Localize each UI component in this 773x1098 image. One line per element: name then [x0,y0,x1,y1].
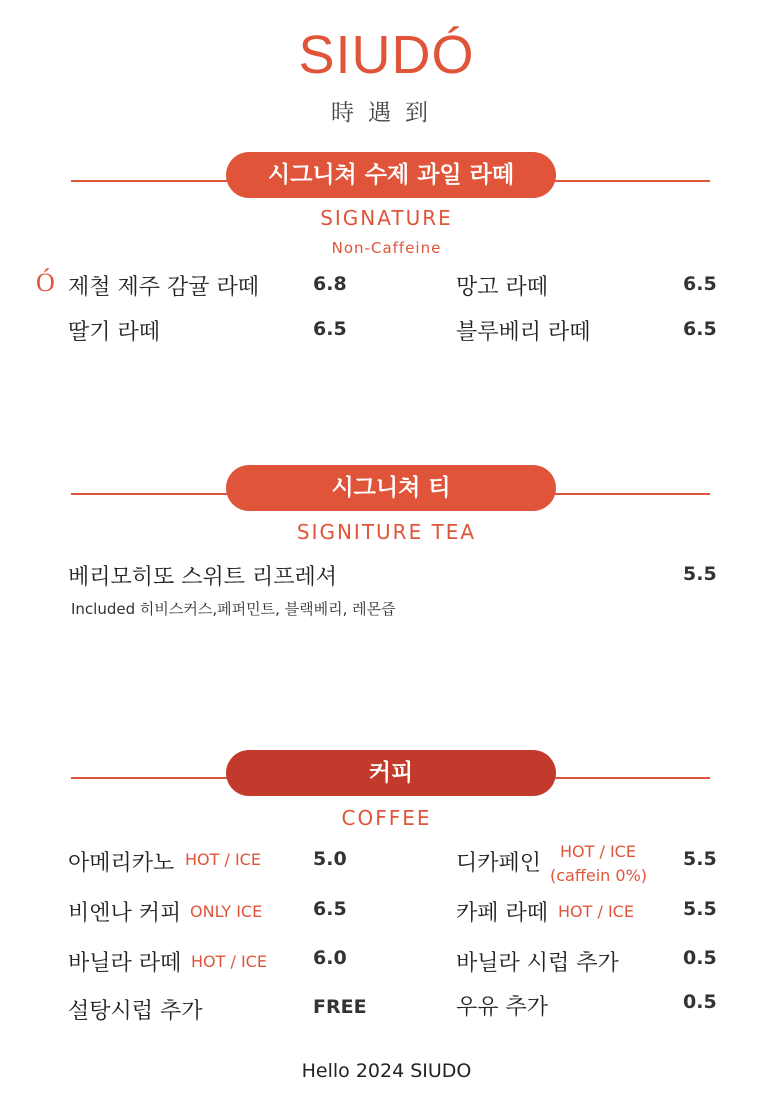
footer-text: Hello 2024 SIUDO [301,1060,472,1082]
menu-item-name: 우유 추가 [456,995,549,1020]
section-rule-left [71,777,231,779]
menu-item-price: 6.5 [683,318,717,340]
brand-hanja: 時遇到 [331,100,442,126]
menu-item-price: 5.5 [683,563,717,585]
menu-item-name: 바닐라 시럽 추가 [456,951,619,976]
menu-item-option: HOT / ICE [558,902,634,921]
menu-item-name: 카페 라떼 [456,901,549,926]
menu-item-option: HOT / ICE [191,952,267,971]
menu-item-name: 블루베리 라떼 [456,320,591,345]
menu-item-name: 바닐라 라떼 [68,951,182,976]
section-rule-right [552,180,710,182]
menu-item-name: 비엔나 커피 [68,901,182,926]
section-title-signature: 시그니쳐 수제 과일 라떼 [226,152,556,198]
menu-item-name: 디카페인 [456,851,542,876]
menu-item-price: 5.5 [683,848,717,870]
menu-item-option-secondary: (caffein 0%) [550,866,648,885]
menu-item-price: 0.5 [683,947,717,969]
menu-item-price: FREE [313,996,367,1018]
menu-item-name: 딸기 라떼 [68,320,161,345]
section-rule-right [552,777,710,779]
menu-item-option: HOT / ICE [185,850,261,869]
section-rule-left [71,493,231,495]
menu-item-price: 6.5 [313,898,347,920]
menu-item-option: ONLY ICE [190,902,263,921]
menu-item-note: Included 히비스커스,페퍼민트, 블랙베리, 레몬즙 [71,600,396,618]
menu-item-price: 0.5 [683,991,717,1013]
signature-mark-icon: Ó [36,268,55,297]
menu-item-price: 6.0 [313,947,347,969]
section-title-coffee: 커피 [226,750,556,796]
menu-item-name: 설탕시럽 추가 [68,999,203,1024]
section-subtitle2-signature: Non-Caffeine [331,239,442,257]
menu-item-option: HOT / ICE [560,842,636,861]
section-subtitle-coffee: COFFEE [341,806,432,830]
menu-item-price: 6.5 [313,318,347,340]
section-rule-left [71,180,231,182]
section-title-tea: 시그니쳐 티 [226,465,556,511]
brand-logo: SIUDÓ [298,25,475,85]
section-rule-right [552,493,710,495]
menu-item-price: 6.8 [313,273,347,295]
menu-item-price: 6.5 [683,273,717,295]
menu-item-name: 아메리카노 [68,851,175,876]
menu-item-name: 베리모히또 스위트 리프레셔 [68,565,338,590]
menu-item-price: 5.5 [683,898,717,920]
section-subtitle-signature: SIGNATURE [320,206,453,230]
menu-item-name: 제철 제주 감귤 라떼 [68,275,259,300]
section-subtitle-tea: SIGNITURE TEA [296,520,477,544]
menu-item-name: 망고 라떼 [456,275,549,300]
menu-item-price: 5.0 [313,848,347,870]
